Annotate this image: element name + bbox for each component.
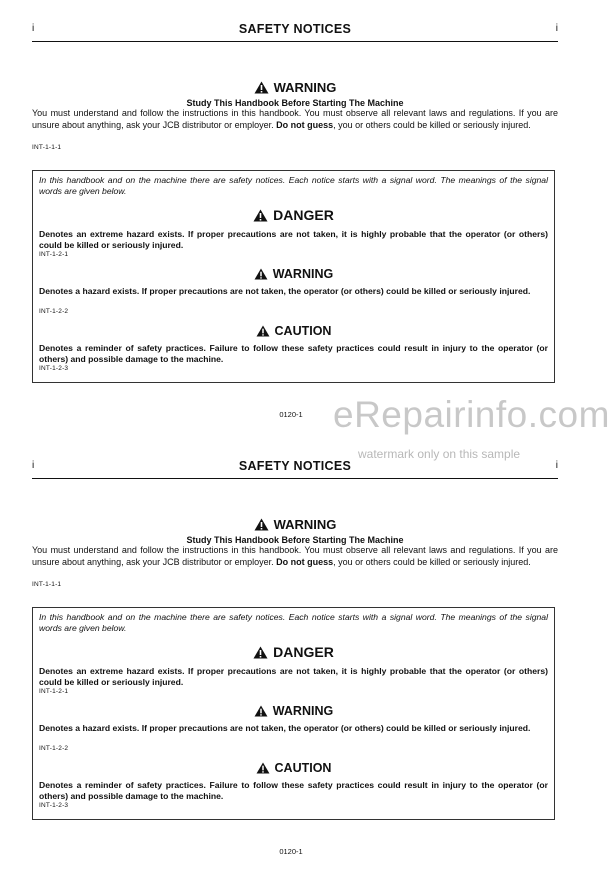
signal-word: WARNING (273, 517, 337, 532)
signal-word: CAUTION (274, 761, 332, 775)
caution-description: Denotes a reminder of safety practices. Failure to follow these safety practices could result in injury to the operator (or others) and possible damage to the machine. (39, 780, 548, 801)
danger-code: INT-1-2-1 (39, 688, 69, 695)
warning-triangle-icon (254, 518, 269, 531)
signal-words-intro: In this handbook and on the machine there are safety notices. Each notice starts with a signal word. The meanings of the signal words are given below. (39, 612, 548, 633)
caution-code: INT-1-2-3 (39, 365, 69, 372)
warning-code: INT-1-2-2 (39, 308, 69, 315)
warning-heading (32, 517, 558, 532)
signal-word: WARNING (273, 80, 337, 95)
signal-words-box (32, 607, 555, 820)
warning-triangle-icon (256, 325, 270, 337)
warning-heading (32, 80, 558, 95)
study-handbook-heading: Study This Handbook Before Starting The Machine (186, 98, 404, 108)
manual-page-1 (0, 0, 582, 434)
signal-word: DANGER (273, 644, 334, 660)
page-number: 0120-1 (279, 410, 303, 419)
caution-description: Denotes a reminder of safety practices. Failure to follow these safety practices could result in injury to the operator (or others) and possible damage to the machine. (39, 343, 548, 364)
header-right-mark: i (555, 23, 558, 34)
warning-text-bold: Do not guess (276, 119, 334, 130)
manual-page-2 (0, 437, 582, 871)
header-right-mark: i (555, 460, 558, 471)
warning-text (32, 108, 558, 131)
study-handbook-heading: Study This Handbook Before Starting The Machine (186, 535, 404, 545)
warning-text-bold: Do not guess (276, 556, 334, 567)
warning-heading (33, 267, 554, 281)
watermark-subtext: watermark only on this sample (358, 447, 521, 461)
signal-word: CAUTION (274, 324, 332, 338)
danger-heading (33, 207, 554, 223)
warning-text-start: You must understand and follow the instructions in this handbook. You must observe all relevant laws and regulations. If you are unsure about anything, ask your JCB distributor or employer. (32, 108, 558, 130)
warning-text-start: You must understand and follow the instructions in this handbook. You must observe all relevant laws and regulations. If you are unsure about anything, ask your JCB distributor or employer. (32, 545, 558, 567)
warning-description: Denotes a hazard exists. If proper precautions are not taken, the operator (or others) could be killed or seriously injured. (39, 723, 531, 733)
danger-code: INT-1-2-1 (39, 251, 69, 258)
page-number: 0120-1 (279, 847, 303, 856)
header-rule (32, 478, 558, 479)
signal-word: WARNING (272, 704, 334, 718)
danger-description: Denotes an extreme hazard exists. If proper precautions are not taken, it is highly probable that the operator (or others) could be killed or seriously injured. (39, 229, 548, 250)
watermark-text: eRepairinfo.com (333, 394, 610, 435)
page-title: SAFETY NOTICES (238, 459, 352, 473)
header-left-mark: i (32, 23, 35, 34)
header-left-mark: i (32, 460, 35, 471)
caution-code: INT-1-2-3 (39, 802, 69, 809)
danger-heading (33, 644, 554, 660)
page-title: SAFETY NOTICES (238, 22, 352, 36)
signal-words-box (32, 170, 555, 383)
warning-text-end: , you or others could be killed or seriously injured. (333, 556, 531, 567)
warning-text (32, 545, 558, 568)
header-rule (32, 41, 558, 42)
caution-heading (33, 761, 554, 775)
signal-word: WARNING (272, 267, 334, 281)
notice-code: INT-1-1-1 (32, 144, 62, 151)
warning-triangle-icon (256, 762, 270, 774)
warning-heading (33, 704, 554, 718)
signal-word: DANGER (273, 207, 334, 223)
warning-description: Denotes a hazard exists. If proper precautions are not taken, the operator (or others) could be killed or seriously injured. (39, 286, 531, 296)
warning-triangle-icon (253, 646, 268, 659)
warning-code: INT-1-2-2 (39, 745, 69, 752)
danger-description: Denotes an extreme hazard exists. If proper precautions are not taken, it is highly probable that the operator (or others) could be killed or seriously injured. (39, 666, 548, 687)
caution-heading (33, 324, 554, 338)
signal-words-intro: In this handbook and on the machine there are safety notices. Each notice starts with a signal word. The meanings of the signal words are given below. (39, 175, 548, 196)
warning-text-end: , you or others could be killed or seriously injured. (333, 119, 531, 130)
warning-triangle-icon (253, 209, 268, 222)
notice-code: INT-1-1-1 (32, 581, 62, 588)
warning-triangle-icon (254, 705, 268, 717)
page-header (32, 20, 558, 40)
warning-triangle-icon (254, 81, 269, 94)
warning-triangle-icon (254, 268, 268, 280)
